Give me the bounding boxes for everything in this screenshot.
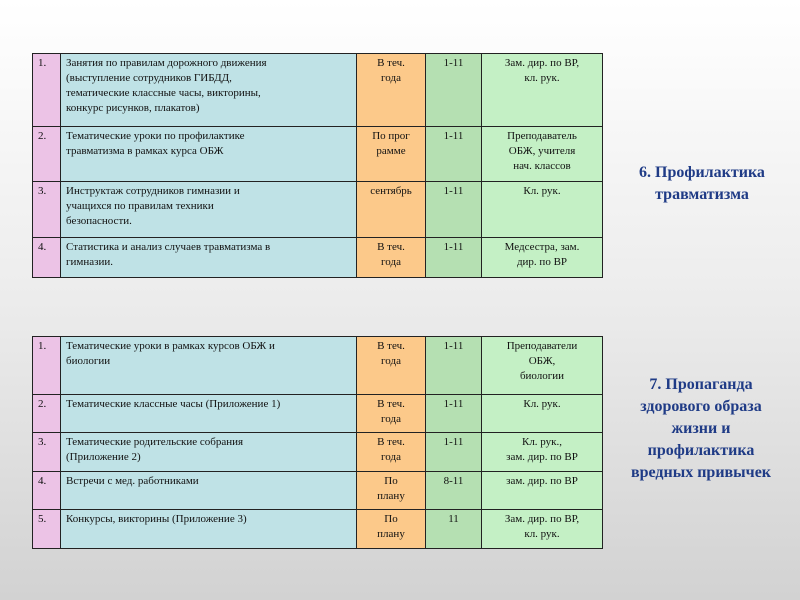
activity-description: Тематические уроки в рамках курсов ОБЖ и биологии [61, 337, 357, 395]
activity-grades: 1-11 [426, 395, 482, 433]
activity-responsible: Преподаватели ОБЖ, биологии [482, 337, 603, 395]
table-row [33, 433, 603, 472]
activity-description: Инструктаж сотрудников гимназии и учащихся по правилам техники безопасности. [61, 182, 357, 238]
activity-timing: В теч. года [357, 395, 426, 433]
activity-timing: сентябрь [357, 182, 426, 238]
activity-timing: По прог рамме [357, 127, 426, 182]
activity-responsible: Кл. рук. [482, 182, 603, 238]
row-number: 2. [33, 395, 61, 433]
activity-timing: По плану [357, 510, 426, 549]
activity-timing: В теч. года [357, 54, 426, 127]
activity-responsible: Зам. дир. по ВР, кл. рук. [482, 54, 603, 127]
activity-timing: По плану [357, 472, 426, 510]
row-number: 1. [33, 337, 61, 395]
activity-grades: 1-11 [426, 127, 482, 182]
activity-grades: 1-11 [426, 337, 482, 395]
row-number: 1. [33, 54, 61, 127]
activity-responsible: Кл. рук. [482, 395, 603, 433]
table-row [33, 127, 603, 182]
activity-description: Встречи с мед. работниками [61, 472, 357, 510]
activity-grades: 8-11 [426, 472, 482, 510]
table-row [33, 54, 603, 127]
activity-grades: 11 [426, 510, 482, 549]
row-number: 3. [33, 433, 61, 472]
activity-grades: 1-11 [426, 433, 482, 472]
table-row [33, 395, 603, 433]
activity-grades: 1-11 [426, 54, 482, 127]
row-number: 5. [33, 510, 61, 549]
row-number: 2. [33, 127, 61, 182]
activity-description: Занятия по правилам дорожного движения (выступление сотрудников ГИБДД, тематические классные часы, викторины, конкурс рисунков, плакатов) [61, 54, 357, 127]
row-number: 4. [33, 238, 61, 278]
activity-responsible: Преподаватель ОБЖ, учителя нач. классов [482, 127, 603, 182]
section-7-heading: 7. Пропаганда здорового образа жизни и профилактика вредных привычек [630, 376, 772, 481]
section-6-heading: 6. Профилактика травматизма [639, 164, 765, 203]
table-row [33, 182, 603, 238]
table-row [33, 238, 603, 278]
table-row [33, 337, 603, 395]
row-number: 3. [33, 182, 61, 238]
activity-responsible: зам. дир. по ВР [482, 472, 603, 510]
activity-timing: В теч. года [357, 238, 426, 278]
activity-description: Тематические родительские собрания (Приложение 2) [61, 433, 357, 472]
activity-timing: В теч. года [357, 433, 426, 472]
activity-grades: 1-11 [426, 182, 482, 238]
activity-responsible: Медсестра, зам. дир. по ВР [482, 238, 603, 278]
injury-prevention-table [32, 53, 603, 278]
activity-timing: В теч. года [357, 337, 426, 395]
activity-description: Тематические уроки по профилактике травматизма в рамках курса ОБЖ [61, 127, 357, 182]
table-row [33, 472, 603, 510]
table-row [33, 510, 603, 549]
activity-grades: 1-11 [426, 238, 482, 278]
activity-responsible: Кл. рук., зам. дир. по ВР [482, 433, 603, 472]
activity-description: Статистика и анализ случаев травматизма в гимназии. [61, 238, 357, 278]
activity-description: Тематические классные часы (Приложение 1) [61, 395, 357, 433]
activity-description: Конкурсы, викторины (Приложение 3) [61, 510, 357, 549]
healthy-lifestyle-table [32, 336, 603, 549]
row-number: 4. [33, 472, 61, 510]
activity-responsible: Зам. дир. по ВР, кл. рук. [482, 510, 603, 549]
